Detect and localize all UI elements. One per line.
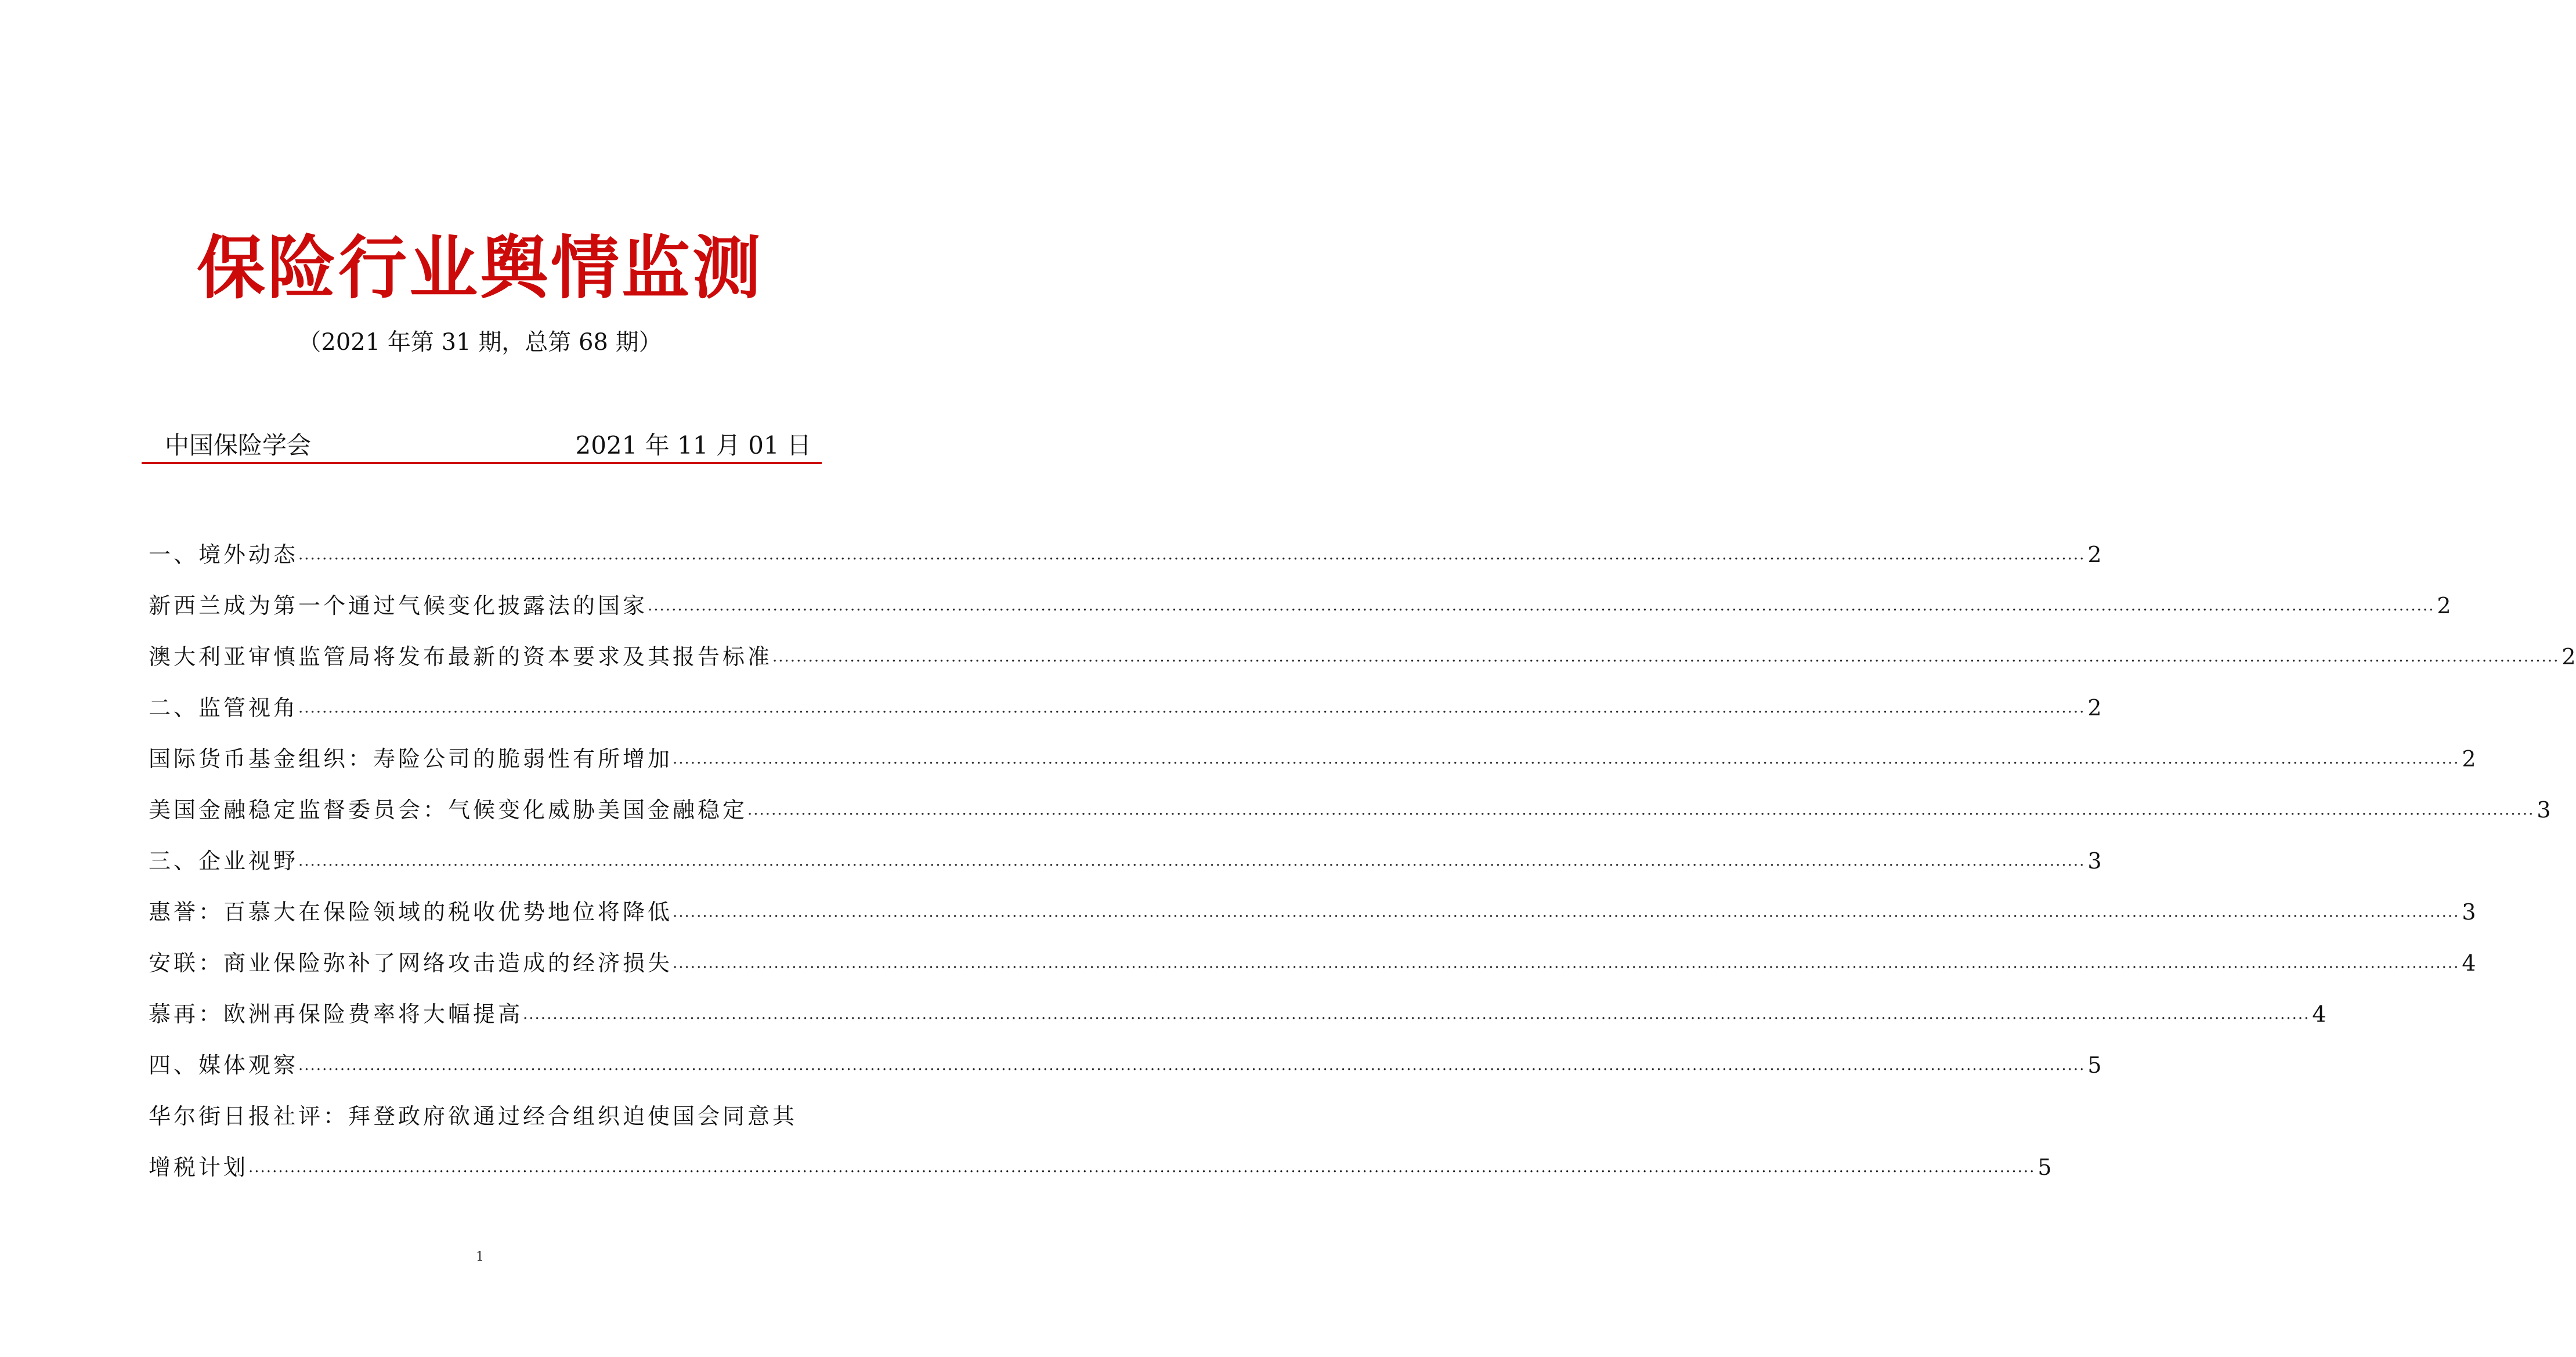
toc-leader-dots: ............................................................................................................................................................................................................................................................................................................ [298, 699, 2086, 717]
document-title: 保险行业舆情监测 [196, 228, 763, 308]
toc-item-label: 四、媒体观察 [149, 1052, 299, 1078]
toc-item-label: 惠誉：百慕大在保险领域的税收优势地位将降低 [149, 899, 673, 925]
toc-item-page: 2 [2087, 542, 2102, 567]
toc-item[interactable] [149, 784, 2551, 835]
toc-item[interactable] [149, 733, 2476, 784]
toc-item[interactable] [149, 886, 2476, 938]
toc-item-label: 安联：商业保险弥补了网络攻击造成的经济损失 [149, 950, 673, 976]
toc-item-label: 华尔街日报社评：拜登政府欲通过经合组织迫使国会同意其 [149, 1103, 798, 1129]
toc-leader-dots: ............................................................................................................................................................................................................................................................................................................ [298, 1056, 2086, 1074]
toc-item[interactable] [149, 580, 2451, 631]
toc-item-page: 5 [2037, 1155, 2052, 1180]
toc-item-page: 2 [2561, 644, 2576, 670]
issue-date: 2021 年 11 月 01 日 [575, 431, 811, 459]
toc-leader-dots: ............................................................................................................................................................................................................................................................................................................ [673, 903, 2460, 921]
toc-item-page: 3 [2462, 899, 2476, 925]
toc-leader-dots: ............................................................................................................................................................................................................................................................................................................ [298, 546, 2086, 563]
toc-leader-dots: ............................................................................................................................................................................................................................................................................................................ [772, 648, 2560, 665]
toc-item-page: 4 [2312, 1001, 2326, 1027]
toc-item-label: 增税计划 [149, 1155, 249, 1180]
toc-leader-dots: ............................................................................................................................................................................................................................................................................................................ [747, 801, 2535, 819]
masthead [142, 428, 822, 463]
toc-item-label: 慕再：欧洲再保险费率将大幅提高 [149, 1001, 523, 1027]
toc-item[interactable] [149, 529, 2102, 580]
toc-item-page: 4 [2462, 950, 2476, 976]
toc-item[interactable] [149, 682, 2102, 733]
red-divider-line [142, 462, 822, 464]
toc-item-page: 5 [2087, 1052, 2102, 1078]
toc-leader-dots: ............................................................................................................................................................................................................................................................................................................ [648, 597, 2435, 614]
table-of-contents [149, 529, 2576, 1193]
toc-item-label: 新西兰成为第一个通过气候变化披露法的国家 [149, 593, 648, 618]
toc-item-label: 三、企业视野 [149, 848, 299, 874]
toc-item-label: 澳大利亚审慎监管局将发布最新的资本要求及其报告标准 [149, 644, 773, 670]
toc-item-label: 国际货币基金组织：寿险公司的脆弱性有所增加 [149, 746, 673, 772]
toc-item-page: 2 [2462, 746, 2476, 772]
page-number: 1 [476, 1250, 484, 1264]
toc-item[interactable] [149, 989, 2326, 1040]
toc-item-page: 3 [2537, 797, 2551, 823]
toc-item[interactable] [149, 631, 2576, 682]
toc-item[interactable] [149, 1040, 2102, 1091]
toc-item-line2[interactable] [149, 1142, 2052, 1193]
toc-item-label: 二、监管视角 [149, 695, 299, 721]
toc-item-label: 一、境外动态 [149, 542, 299, 567]
toc-item-page: 2 [2437, 593, 2451, 618]
toc-item-page: 2 [2087, 695, 2102, 721]
toc-leader-dots: ............................................................................................................................................................................................................................................................................................................ [673, 954, 2460, 972]
toc-leader-dots: ............................................................................................................................................................................................................................................................................................................ [248, 1159, 2036, 1176]
toc-item[interactable] [149, 938, 2476, 989]
issue-subtitle: （2021 年第 31 期，总第 68 期） [298, 329, 662, 356]
toc-item-page: 3 [2087, 848, 2102, 874]
toc-leader-dots: ............................................................................................................................................................................................................................................................................................................ [673, 750, 2460, 768]
toc-item[interactable] [149, 835, 2102, 886]
toc-leader-dots: ............................................................................................................................................................................................................................................................................................................ [298, 852, 2086, 870]
toc-leader-dots: ............................................................................................................................................................................................................................................................................................................ [523, 1005, 2310, 1023]
toc-item-label: 美国金融稳定监督委员会：气候变化威胁美国金融稳定 [149, 797, 748, 823]
organization-name: 中国保险学会 [165, 431, 312, 459]
toc-item-line1[interactable] [149, 1091, 816, 1142]
